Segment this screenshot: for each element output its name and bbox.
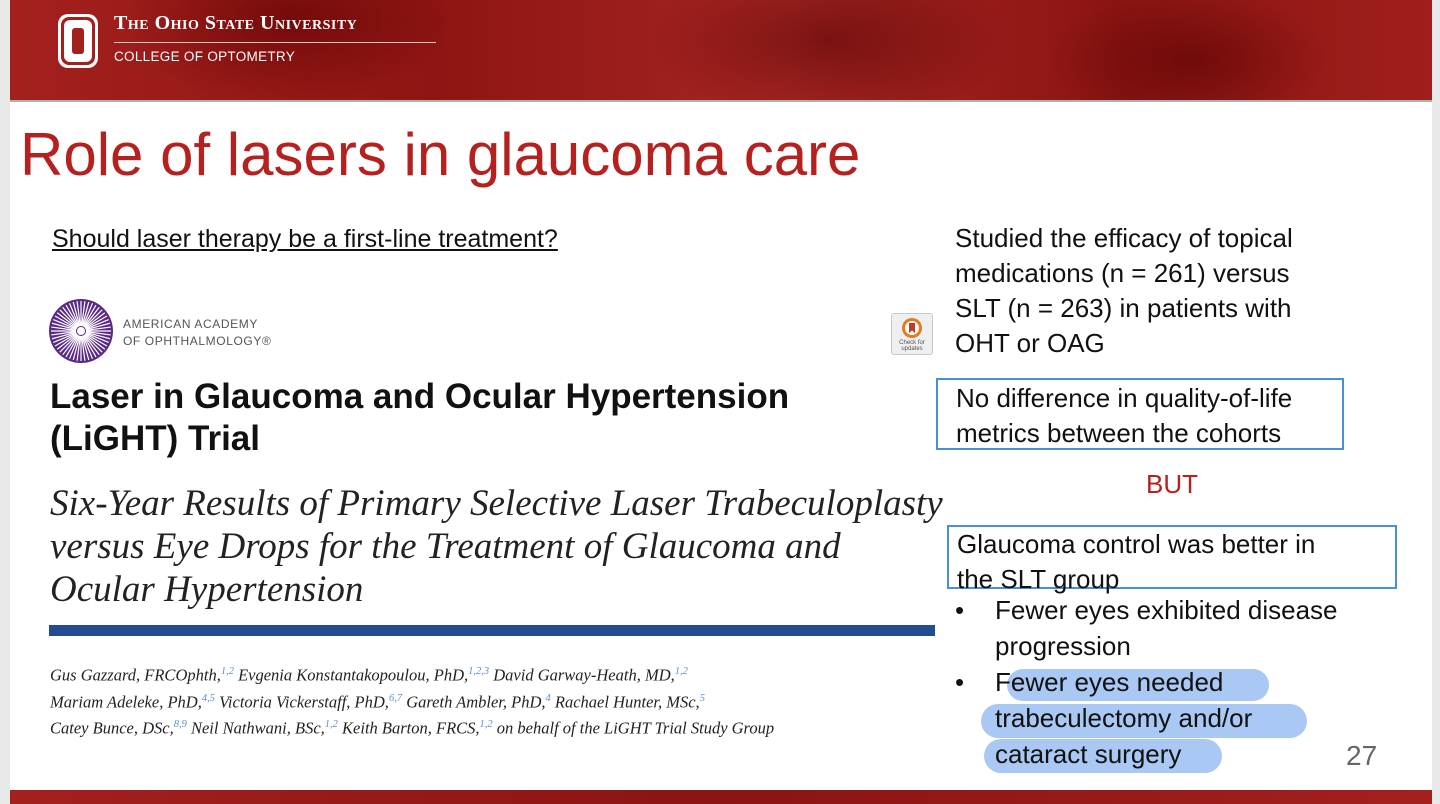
- summary-line: Studied the efficacy of topical: [955, 223, 1293, 253]
- author-affiliation: 8,9: [173, 719, 187, 730]
- bullet-line: Fewer eyes needed: [995, 667, 1224, 697]
- glaucoma-control-box: [947, 525, 1397, 594]
- article-title: [50, 376, 940, 460]
- author-affiliation: 5: [699, 692, 705, 704]
- bullet-line: cataract surgery: [995, 739, 1182, 769]
- author-name: on behalf of the LiGHT Trial Study Group: [496, 718, 775, 738]
- header-banner: [10, 0, 1432, 100]
- author-list: [50, 660, 950, 740]
- author-name: Catey Bunce, DSc,: [50, 718, 174, 738]
- header-underline: [10, 100, 1432, 102]
- no-difference-line: metrics between the cohorts: [956, 418, 1282, 448]
- author-affiliation: 1,2: [674, 666, 688, 677]
- article-subtitle: [50, 482, 950, 611]
- article-title-line-2: (LiGHT) Trial: [50, 419, 260, 458]
- control-line: Glaucoma control was better in: [957, 529, 1316, 559]
- author-name: Keith Barton, FRCS,: [342, 718, 480, 738]
- author-affiliation: 1,2: [479, 719, 493, 730]
- slide-title: Role of lasers in glaucoma care: [20, 121, 861, 188]
- author-name: Neil Nathwani, BSc,: [190, 718, 325, 738]
- summary-line: SLT (n = 263) in patients with: [955, 293, 1292, 323]
- check-for-updates-badge[interactable]: [891, 313, 933, 355]
- journal-divider-bar: [49, 625, 935, 636]
- bullet-line: trabeculectomy and/or: [995, 703, 1253, 733]
- author-line: [50, 687, 950, 714]
- author-name: Mariam Adeleke, PhD,: [50, 692, 202, 711]
- no-difference-line: No difference in quality-of-life: [956, 383, 1293, 413]
- bullet-item: [955, 592, 1415, 664]
- slide: [10, 0, 1432, 804]
- study-summary: [955, 221, 1375, 361]
- article-subtitle-line-3: Ocular Hypertension: [50, 569, 364, 610]
- author-line: [50, 713, 950, 740]
- block-o-logo: [57, 13, 99, 69]
- author-name: Rachael Hunter, MSc,: [554, 692, 700, 711]
- publisher-line-2: OF OPHTHALMOLOGY®: [123, 334, 272, 348]
- summary-line: medications (n = 261) versus: [955, 258, 1290, 288]
- article-title-line-1: Laser in Glaucoma and Ocular Hypertension: [50, 377, 790, 416]
- no-difference-box: [936, 378, 1344, 450]
- footer-banner: [10, 790, 1432, 804]
- university-name: The Ohio State University: [114, 12, 358, 34]
- author-name: Evgenia Konstantakopoulou, PhD,: [238, 665, 469, 685]
- author-name: David Garway-Heath, MD,: [493, 665, 675, 685]
- bullet-line: Fewer eyes exhibited disease: [995, 595, 1338, 625]
- author-name: Gareth Ambler, PhD,: [406, 692, 546, 711]
- article-subtitle-line-2: versus Eye Drops for the Treatment of Glaucoma and: [50, 526, 841, 567]
- header-divider: [114, 42, 436, 43]
- author-name: Gus Gazzard, FRCOphth,: [50, 665, 221, 685]
- author-affiliation: 6,7: [388, 692, 403, 704]
- bullet-line: progression: [995, 631, 1131, 661]
- check-for-updates-icon: [901, 317, 923, 339]
- author-affiliation: 4,5: [201, 692, 215, 704]
- summary-line: OHT or OAG: [955, 328, 1105, 358]
- author-affiliation: 1,2: [220, 666, 234, 677]
- check-for-updates-label: Check for updates: [899, 340, 925, 352]
- question-heading: Should laser therapy be a first-line treatment?: [52, 225, 558, 253]
- author-line: [50, 660, 950, 687]
- page-number: 27: [1346, 740, 1378, 771]
- aao-starburst-logo: [48, 298, 114, 364]
- bullet-icon: •: [955, 595, 965, 625]
- author-affiliation: 1,2,3: [468, 666, 490, 677]
- author-name: Victoria Vickerstaff, PhD,: [219, 692, 389, 711]
- author-affiliation: 1,2: [324, 719, 338, 730]
- control-line: the SLT group: [957, 564, 1120, 594]
- author-affiliation: 4: [545, 692, 551, 704]
- college-name: COLLEGE OF OPTOMETRY: [114, 49, 296, 64]
- publisher-line-1: AMERICAN ACADEMY: [123, 317, 258, 331]
- article-subtitle-line-1: Six-Year Results of Primary Selective Laser Trabeculoplasty: [50, 483, 943, 524]
- but-label: BUT: [1146, 469, 1198, 499]
- publisher-name: [123, 316, 271, 350]
- bullet-icon: •: [955, 667, 965, 697]
